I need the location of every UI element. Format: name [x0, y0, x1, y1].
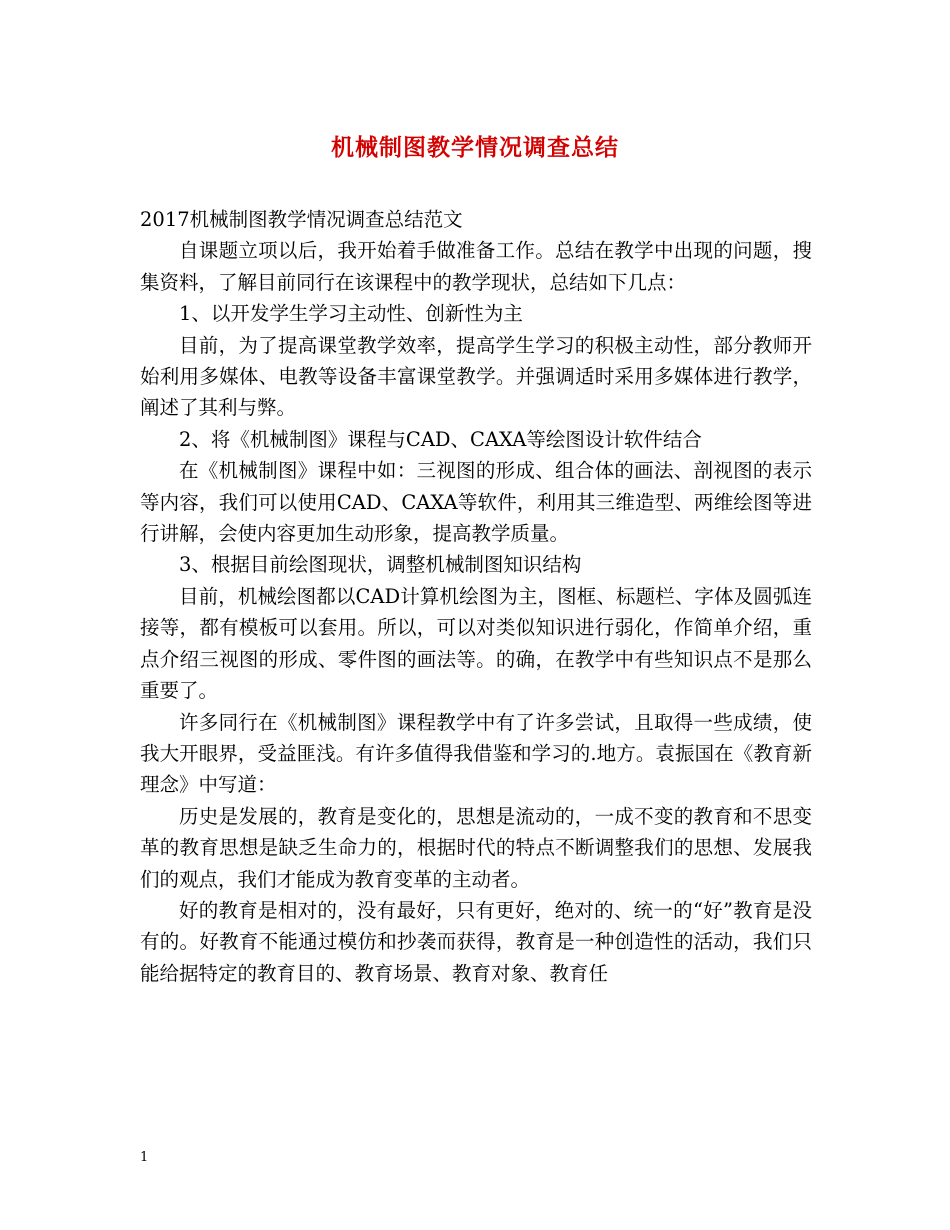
body-paragraph: 好的教育是相对的，没有最好，只有更好，绝对的、统一的“好”教育是没有的。好教育不能通过模仿和抄袭而获得，教育是一种创造性的活动，我们只能给据特定的教育目的、教育场景、教育对象、教育任 — [140, 898, 812, 985]
document-body — [140, 204, 812, 989]
body-paragraph: 许多同行在《机械制图》课程教学中有了许多尝试，且取得一些成绩，使我大开眼界，受益匪浅。有许多值得我借鉴和学习的.地方。袁振国在《教育新理念》中写道： — [140, 710, 812, 797]
body-paragraph: 目前，为了提高课堂教学效率，提高学生学习的积极主动性，部分教师开始利用多媒体、电教等设备丰富课堂教学。并强调适时采用多媒体进行教学，阐述了其利与弊。 — [140, 333, 812, 420]
section-heading: 2、将《机械制图》课程与CAD、CAXA等绘图设计软件结合 — [179, 427, 702, 451]
section-heading: 1、以开发学生学习主动性、创新性为主 — [179, 302, 523, 326]
document-title: 机械制图教学情况调查总结 — [331, 134, 619, 161]
page-number: 1 — [140, 1150, 149, 1165]
subtitle-paragraph: 2017机械制图教学情况调查总结范文 — [140, 208, 463, 231]
body-paragraph: 在《机械制图》课程中如：三视图的形成、组合体的画法、剖视图的表示等内容，我们可以使用CAD、CAXA等软件，利用其三维造型、两维绘图等进行讲解，会使内容更加生动形象，提高教学质量。 — [140, 459, 812, 546]
body-paragraph: 自课题立项以后，我开始着手做准备工作。总结在教学中出现的问题，搜集资料，了解目前同行在该课程中的教学现状，总结如下几点： — [140, 239, 812, 294]
body-paragraph: 目前，机械绘图都以CAD计算机绘图为主，图框、标题栏、字体及圆弧连接等，都有模板可以套用。所以，可以对类似知识进行弱化，作简单介绍，重点介绍三视图的形成、零件图的画法等。的确，在教学中有些知识点不是那么重要了。 — [140, 584, 812, 703]
quote-paragraph: 历史是发展的，教育是变化的，思想是流动的，一成不变的教育和不思变革的教育思想是缺乏生命力的，根据时代的特点不断调整我们的思想、发展我们的观点，我们才能成为教育变革的主动者。 — [140, 804, 812, 891]
section-heading: 3、根据目前绘图现状，调整机械制图知识结构 — [179, 553, 582, 577]
